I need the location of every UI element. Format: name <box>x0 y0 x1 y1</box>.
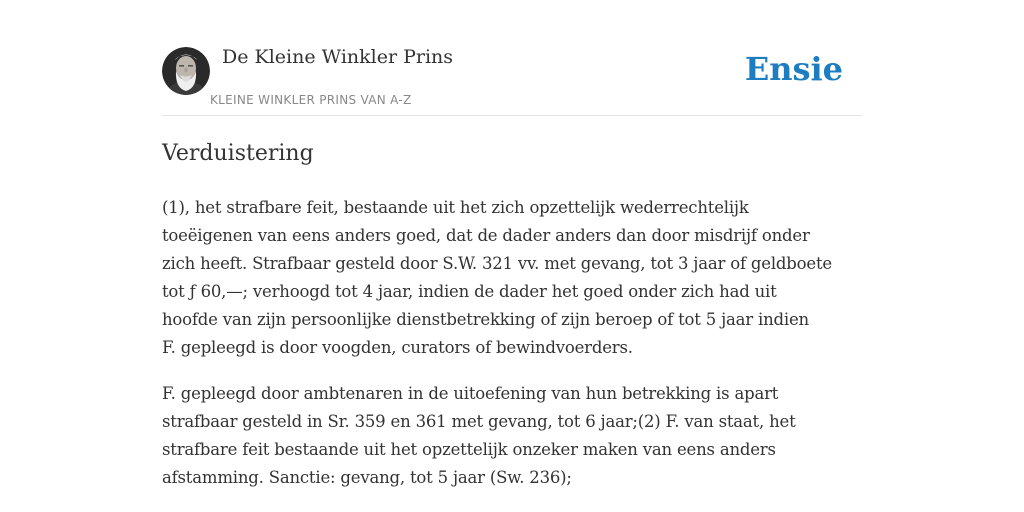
bearded-portrait-icon <box>162 47 210 95</box>
page-header <box>162 0 862 116</box>
paragraph-line: strafbare feit bestaande uit het opzettelijk onzeker maken van eens anders <box>162 440 776 459</box>
paragraph-line: hoofde van zijn persoonlijke dienstbetrekking of zijn beroep of tot 5 jaar indien <box>162 310 809 329</box>
article-paragraph <box>162 194 862 362</box>
paragraph-line: strafbaar gesteld in Sr. 359 en 361 met gevang, tot 6 jaar;(2) F. van staat, het <box>162 412 796 431</box>
article-title: Verduistering <box>162 141 314 166</box>
article <box>162 138 862 510</box>
paragraph-line: F. gepleegd is door voogden, curators of bewindvoerders. <box>162 338 633 357</box>
author-name[interactable]: De Kleine Winkler Prins <box>222 46 454 68</box>
paragraph-line: zich heeft. Strafbaar gesteld door S.W. 321 vv. met gevang, tot 3 jaar of geldboete <box>162 254 832 273</box>
paragraph-line: toeëigenen van eens anders goed, dat de dader anders dan door misdrijf onder <box>162 226 810 245</box>
paragraph-line: (1), het strafbare feit, bestaande uit het zich opzettelijk wederrechtelijk <box>162 198 749 217</box>
collection-name[interactable]: KLEINE WINKLER PRINS VAN A-Z <box>210 93 412 107</box>
author-avatar[interactable] <box>162 47 210 95</box>
paragraph-line: F. gepleegd door ambtenaren in de uitoefening van hun betrekking is apart <box>162 384 779 403</box>
paragraph-line: tot ƒ 60,—; verhoogd tot 4 jaar, indien de dader het goed onder zich had uit <box>162 282 777 301</box>
article-paragraph <box>162 380 862 492</box>
ensie-logo[interactable]: Ensie <box>744 50 843 88</box>
paragraph-line: afstamming. Sanctie: gevang, tot 5 jaar (Sw. 236); <box>162 468 572 487</box>
